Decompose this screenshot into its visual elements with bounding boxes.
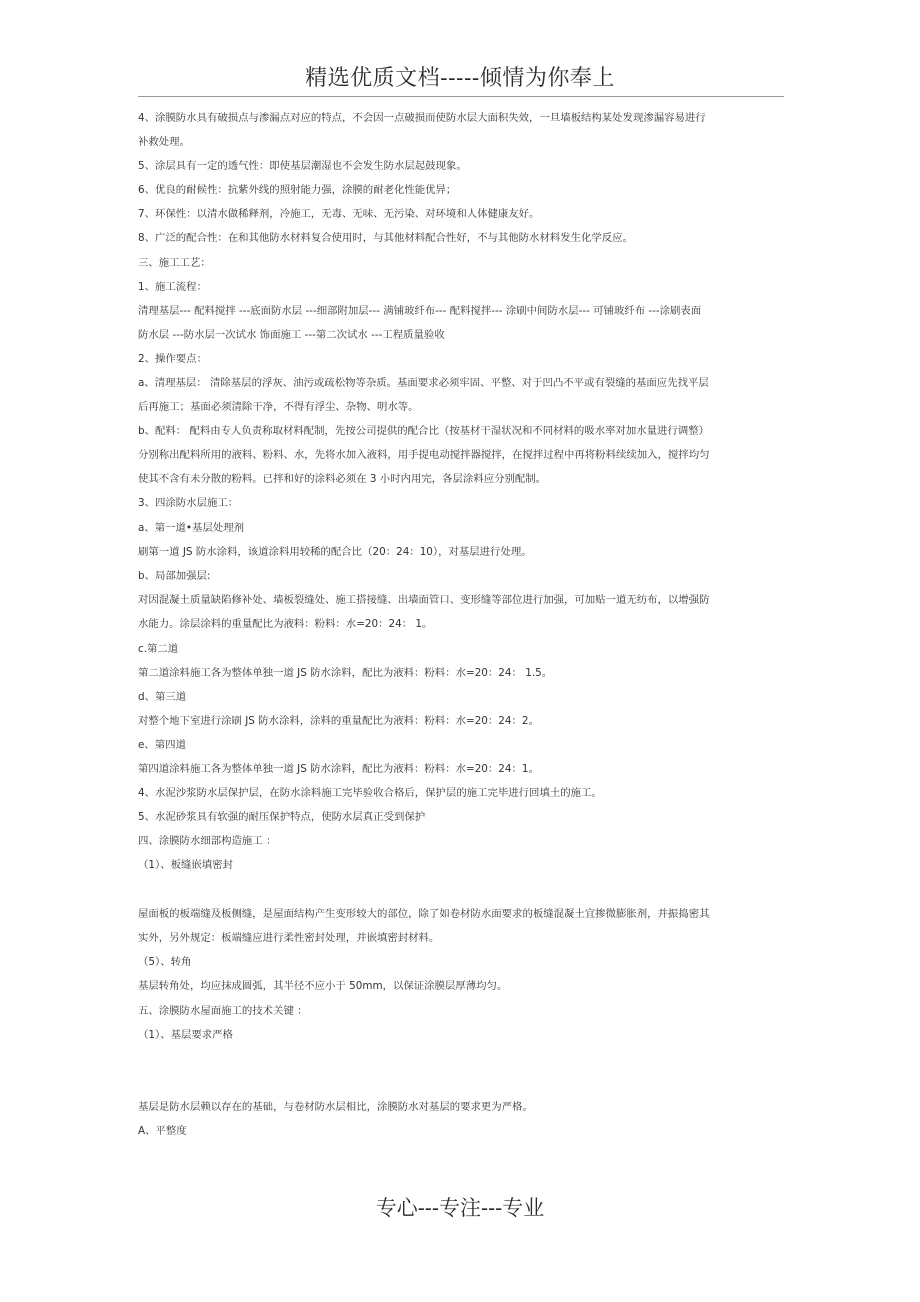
text-line: 对因混凝土质量缺陷修补处、墙板裂缝处、施工搭接缝、出墙面管口、变形缝等部位进行加强，可加贴一道无纺布，以增强防 <box>138 594 710 606</box>
text-line: b、配料： 配料由专人负责称取材料配制，先按公司提供的配合比（按基材干湿状况和不同材料的吸水率对加水量进行调整） <box>138 425 709 437</box>
text-line: 1、施工流程： <box>138 281 207 293</box>
text-line: b、局部加强层: <box>138 570 211 582</box>
text-line: 对整个地下室进行涂刷 JS 防水涂料，涂料的重量配比为液料：粉料：水=20：24：2。 <box>138 715 539 727</box>
text-line: a、清理基层： 清除基层的浮灰、油污或疏松物等杂质。基面要求必须牢固、平整、对于凹凸不平或有裂缝的基面应先找平层 <box>138 377 709 389</box>
text-line: 5、涂层具有一定的透气性：即使基层潮湿也不会发生防水层起鼓现象。 <box>138 160 467 172</box>
text-line: 5、水泥砂浆具有软强的耐压保护特点，使防水层真正受到保护 <box>138 811 426 823</box>
text-line: （1）、基层要求严格 <box>138 1029 233 1041</box>
text-line: 7、环保性：以清水做稀释剂，冷施工，无毒、无味、无污染、对环境和人体健康友好。 <box>138 208 540 220</box>
section-heading: 三、施工工艺： <box>138 257 211 269</box>
text-line: e、第四道 <box>138 739 186 751</box>
section-heading: 四、涂膜防水细部构造施工 ： <box>138 835 277 847</box>
text-line: 8、广泛的配合性：在和其他防水材料复合使用时，与其他材料配合性好，不与其他防水材料发生化学反应。 <box>138 232 633 244</box>
text-line: 第二道涂料施工各为整体单独一道 JS 防水涂料，配比为液料：粉料：水=20：24： 1.5。 <box>138 667 553 679</box>
text-line: 6、优良的耐候性：抗紫外线的照射能力强，涂膜的耐老化性能优异； <box>138 184 457 196</box>
text-line: d、第三道 <box>138 691 187 703</box>
section-heading: 五、涂膜防水屋面施工的技术关键 ： <box>138 1005 308 1017</box>
text-line: 清理基层--- 配料搅拌 ---底面防水层 ---细部附加层--- 满铺玻纤布--- 配料搅拌--- 涂刷中间防水层--- 可铺玻纤布 ---涂刷表面 <box>138 305 702 317</box>
text-line: 补救处理。 <box>138 136 190 148</box>
text-line: c.第二道 <box>138 643 179 655</box>
text-line: 3、四涂防水层施工： <box>138 497 239 509</box>
header-divider <box>138 96 784 97</box>
text-line: 4、水泥沙浆防水层保护层，在防水涂料施工完毕验收合格后，保护层的施工完毕进行回填土的施工。 <box>138 787 602 799</box>
text-line: 水能力。涂层涂料的重量配比为液料：粉料：水=20：24： 1。 <box>138 618 433 630</box>
text-line: a、第一道•基层处理剂 <box>138 522 245 534</box>
text-line: 实外，另外规定：板端缝应进行柔性密封处理，并嵌填密封材料。 <box>138 932 440 944</box>
text-line: 基层转角处，均应抹成圆弧，其半径不应小于 50mm，以保证涂膜层厚薄均匀。 <box>138 980 508 992</box>
text-line: （1）、板缝嵌填密封 <box>138 859 233 871</box>
text-line: 防水层 ---防水层一次试水 饰面施工 ---第二次试水 ---工程质量验收 <box>138 329 445 341</box>
text-line: 基层是防水层赖以存在的基础，与卷材防水层相比，涂膜防水对基层的要求更为严格。 <box>138 1101 533 1113</box>
text-line: 分别称出配料所用的液料、粉料、水，先将水加入液料，用手提电动搅拌器搅拌，在搅拌过程中再将粉料续续加入，搅拌均匀 <box>138 449 710 461</box>
page-footer: 专心---专注---专业 <box>375 1196 545 1220</box>
text-line: 4、涂膜防水具有破损点与渗漏点对应的特点，不会因一点破损而使防水层大面积失效，一旦墙板结构某处发现渗漏容易进行 <box>138 112 706 124</box>
text-line: 2、操作要点： <box>138 353 207 365</box>
text-line: 第四道涂料施工各为整体单独一道 JS 防水涂料，配比为液料：粉料：水=20：24：1。 <box>138 763 539 775</box>
text-line: 屋面板的板端缝及板侧缝，是屋面结构产生变形较大的部位，除了如卷材防水面要求的板缝混凝土宜掺微膨胀剂，并振捣密其 <box>138 908 710 920</box>
text-line: 后再施工；基面必须清除干净，不得有浮尘、杂物、明水等。 <box>138 401 419 413</box>
text-line: 使其不含有未分散的粉料。已拌和好的涂料必须在 3 小时内用完，各层涂料应分别配制。 <box>138 473 547 485</box>
text-line: （5）、转角 <box>138 956 192 968</box>
page-header-title: 精选优质文档-----倾情为你奉上 <box>305 66 615 91</box>
text-line: 刷第一道 JS 防水涂料，该道涂料用较稀的配合比（20：24：10），对基层进行处理。 <box>138 546 532 558</box>
text-line: A、平整度 <box>138 1125 187 1137</box>
